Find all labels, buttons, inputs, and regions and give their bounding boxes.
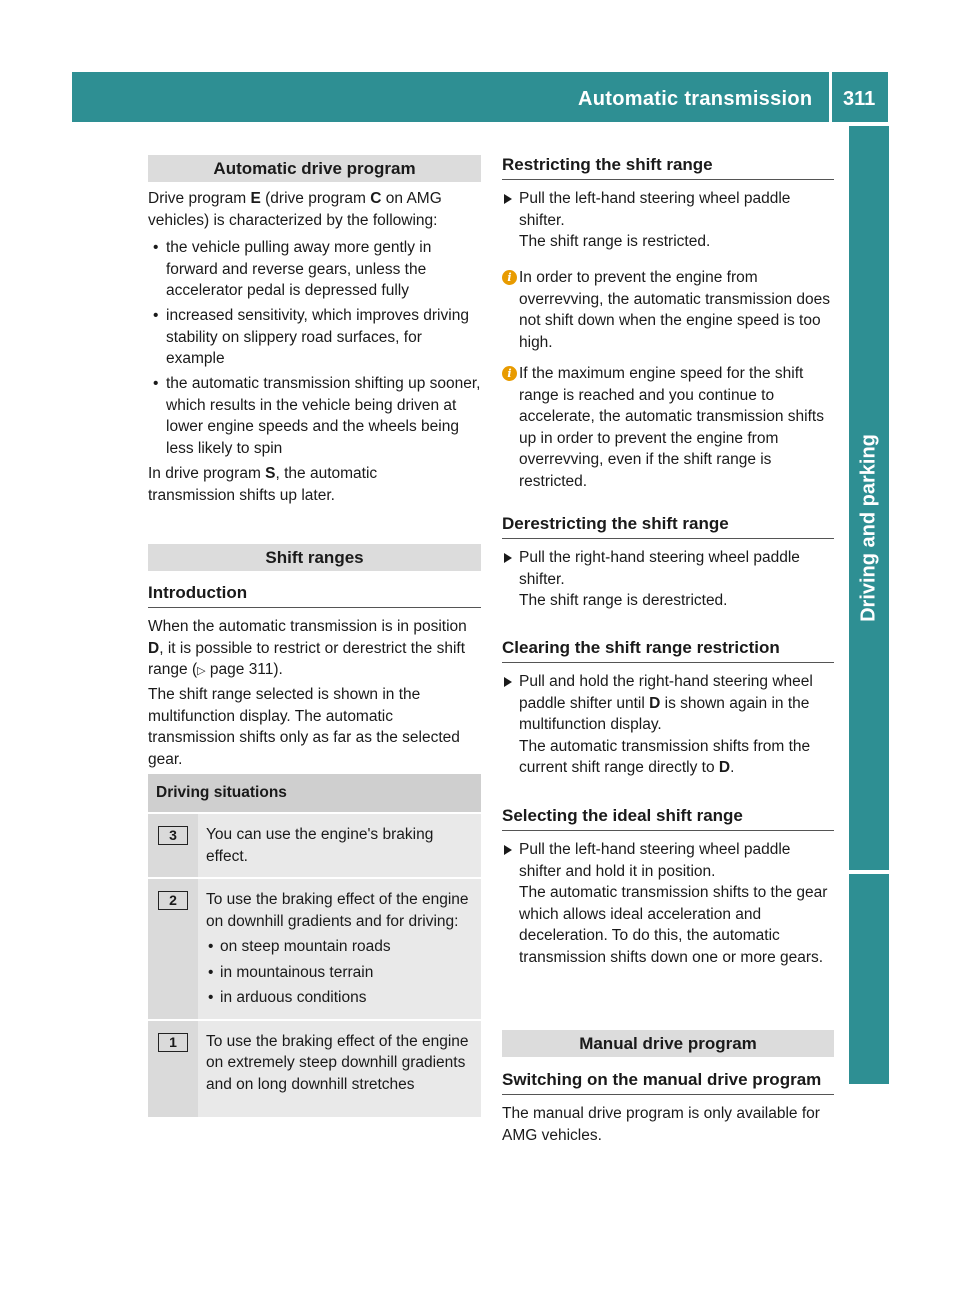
- step-arrow-icon: [504, 553, 512, 563]
- gear-cell: [148, 813, 198, 878]
- step-arrow-icon: [504, 194, 512, 204]
- table-row: [148, 1020, 481, 1117]
- page-number: 311: [843, 88, 876, 110]
- list-item: • the vehicle pulling away more gently in forward and reverse gears, unless the accelerator pedal is depressed fully: [148, 237, 481, 302]
- side-tab-marker: [849, 874, 889, 1084]
- intro-paragraph-2: The shift range selected is shown in the multifunction display. The automatic transmission shifts only as far as the selected gear.: [148, 686, 460, 768]
- side-tab-label: Driving and parking: [857, 434, 880, 622]
- page-title: Automatic transmission: [578, 88, 813, 110]
- section-heading-shift-ranges: Shift ranges: [148, 544, 481, 571]
- info-icon: i: [502, 366, 517, 381]
- step-clear: Pull and hold the right-hand steering wheel paddle shifter until D is shown again in the multifunction display. The automatic transmission shifts from the current shift range directly to D.: [502, 671, 836, 779]
- step-arrow-icon: [504, 845, 512, 855]
- subheading-derestricting: Derestricting the shift range: [502, 514, 834, 539]
- table-bullet: • in mountainous terrain: [206, 962, 473, 984]
- info-note-1: i In order to prevent the engine from overrevving, the automatic transmission does not shift down when the engine speed is too high.: [502, 267, 834, 353]
- driving-situations-table: [148, 774, 481, 1117]
- info-icon: i: [502, 270, 517, 285]
- step-restrict: Pull the left-hand steering wheel paddle shifter. The shift range is restricted.: [502, 188, 834, 253]
- subheading-ideal: Selecting the ideal shift range: [502, 806, 834, 831]
- subheading-restricting: Restricting the shift range: [502, 155, 834, 180]
- header-divider: [829, 72, 832, 122]
- gear-cell: [148, 1020, 198, 1117]
- gear-cell: [148, 878, 198, 1020]
- table-cell-text: To use the braking effect of the engine on downhill gradients and for driving:: [206, 891, 469, 930]
- step-derestrict: Pull the right-hand steering wheel paddle shifter. The shift range is derestricted.: [502, 547, 834, 612]
- step-ideal: Pull the left-hand steering wheel paddle shifter and hold it in position. The automatic transmission shifts to the gear which allows ideal acceleration and deceleration. To do this, the automatic transmission shifts down one or more gears.: [502, 839, 834, 968]
- subheading-clearing: Clearing the shift range restriction: [502, 638, 834, 663]
- section-heading-automatic-drive-program: Automatic drive program: [148, 155, 481, 182]
- table-cell: You can use the engine's braking effect.: [198, 813, 481, 878]
- intro-paragraph-1: When the automatic transmission is in position D, it is possible to restrict or derestrict the shift range (▷ page 311).: [148, 618, 467, 678]
- subheading-switching-on: Switching on the manual drive program: [502, 1070, 834, 1095]
- list-item: • the automatic transmission shifting up sooner, which results in the vehicle being driven at lower engine speeds and the wheels being less likely to spin: [148, 373, 481, 459]
- table-row: [148, 878, 481, 1020]
- subheading-introduction: Introduction: [148, 583, 481, 608]
- gear-2-icon: 2: [158, 891, 188, 910]
- page-ref-arrow-icon: ▷: [197, 665, 206, 677]
- table-bullet: • on steep mountain roads: [206, 936, 473, 958]
- table-cell: [198, 878, 481, 1020]
- manual-text: The manual drive program is only available for AMG vehicles.: [502, 1105, 820, 1144]
- table-bullet: • in arduous conditions: [206, 987, 473, 1009]
- drive-program-s-text: In drive program S, the automatic transmission shifts up later.: [148, 465, 378, 504]
- step-arrow-icon: [504, 677, 512, 687]
- section-heading-manual-drive-program: Manual drive program: [502, 1030, 834, 1057]
- gear-1-icon: 1: [158, 1033, 188, 1052]
- gear-3-icon: 3: [158, 826, 188, 845]
- table-row: [148, 813, 481, 878]
- info-note-2: i If the maximum engine speed for the shift range is reached and you continue to accelerate, the automatic transmission shifts up in order to prevent the engine from overrevving, even if the shift range is restricted.: [502, 363, 834, 492]
- adp-intro: Drive program E (drive program C on AMG vehicles) is characterized by the following:: [148, 190, 442, 229]
- table-header: Driving situations: [148, 774, 481, 813]
- list-item: • increased sensitivity, which improves driving stability on slippery road surfaces, for example: [148, 305, 481, 370]
- table-cell: To use the braking effect of the engine on extremely steep downhill gradients and on long downhill stretches: [198, 1020, 481, 1117]
